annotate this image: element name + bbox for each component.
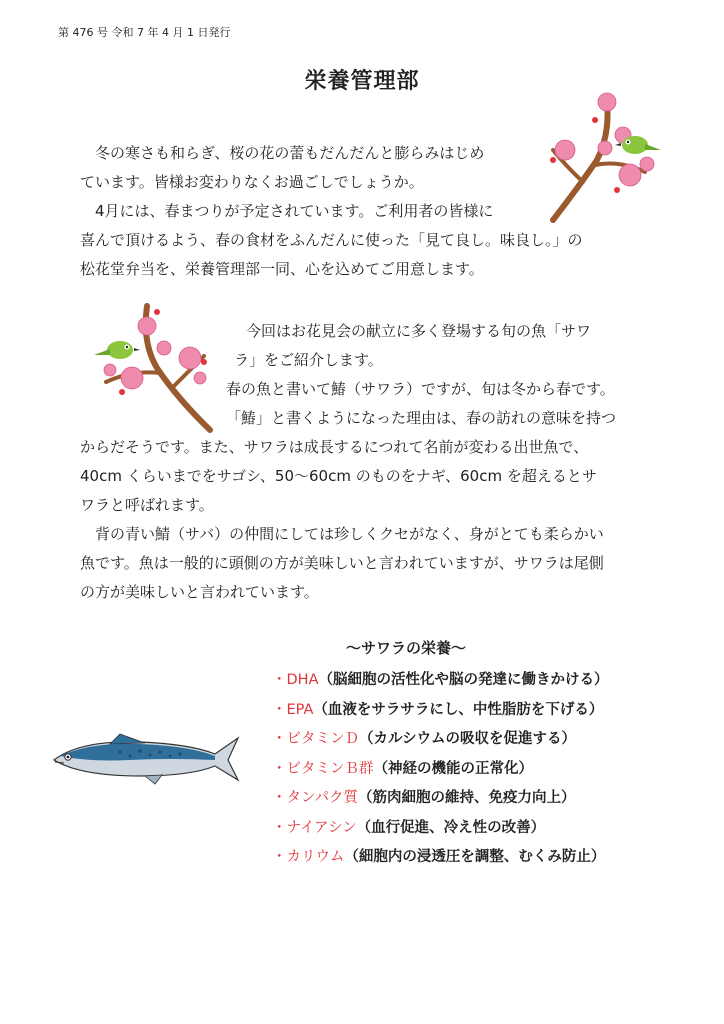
nutrition-item: ・タンパク質（筋肉細胞の維持、免疫力向上） bbox=[272, 790, 576, 806]
issue-header: 第 476 号 令和 7 年 4 月 1 日発行 bbox=[58, 26, 231, 39]
bird-icon bbox=[94, 341, 140, 359]
cherry-blossom-branch-illustration bbox=[535, 90, 665, 225]
body-line: 春の魚と書いて鰆（サワラ）ですが、旬は冬から春です。 bbox=[226, 380, 615, 398]
nutrition-item: ・EPA（血液をサラサラにし、中性脂肪を下げる） bbox=[272, 701, 604, 718]
intro-line: 4月には、春まつりが予定されています。ご利用者の皆様に bbox=[80, 202, 494, 220]
nutrient-description: （血行促進、冷え性の改善） bbox=[356, 819, 546, 836]
nutrition-item: ・ナイアシン（血行促進、冷え性の改善） bbox=[272, 819, 546, 836]
nutrient-name: タンパク質 bbox=[286, 790, 358, 806]
intro-line: 松花堂弁当を、栄養管理部一同、心を込めてご用意します。 bbox=[80, 260, 484, 278]
nutrition-title: ～サワラの栄養～ bbox=[346, 639, 467, 657]
nutrient-description: （血液をサラサラにし、中性脂肪を下げる） bbox=[313, 701, 604, 718]
nutrient-description: （神経の機能の正常化） bbox=[373, 760, 533, 777]
body-line: ワラと呼ばれます。 bbox=[80, 496, 214, 514]
body-line: ラ」をご紹介します。 bbox=[234, 351, 383, 369]
nutrient-name: ナイアシン bbox=[286, 819, 357, 836]
nutrient-name: ビタミンＤ bbox=[286, 731, 359, 747]
body-line: の方が美味しいと言われています。 bbox=[80, 583, 319, 601]
nutrition-list bbox=[272, 668, 609, 875]
intro-line: 喜んで頂けるよう、春の食材をふんだんに使った「見て良し。味良し。」の bbox=[80, 231, 583, 249]
body-line: 今回はお花見会の献立に多く登場する旬の魚「サワ bbox=[246, 322, 592, 340]
nutrient-description: （脳細胞の活性化や脳の発達に働きかける） bbox=[318, 672, 609, 688]
nutrition-item: ・カリウム（細胞内の浸透圧を調整、むくみ防止） bbox=[272, 849, 606, 865]
nutrition-item: ・ビタミンＢ群（神経の機能の正常化） bbox=[272, 760, 533, 777]
nutrient-name: DHA bbox=[286, 672, 319, 688]
nutrient-name: カリウム bbox=[286, 849, 345, 865]
nutrition-item: ・DHA（脳細胞の活性化や脳の発達に働きかける） bbox=[272, 672, 609, 688]
nutrient-name: EPA bbox=[286, 701, 314, 718]
body-line: 背の青い鯖（サバ）の仲間にしては珍しくクセがなく、身がとても柔らかい bbox=[80, 525, 604, 543]
cherry-blossom-branch-illustration bbox=[92, 298, 222, 433]
nutrient-description: （カルシウムの吸収を促進する） bbox=[359, 731, 576, 747]
nutrient-name: ビタミンＢ群 bbox=[286, 760, 374, 777]
nutrient-description: （細胞内の浸透圧を調整、むくみ防止） bbox=[344, 849, 606, 865]
body-line: 40cm くらいまでをサゴシ、50～60cm のものをナギ、60cm を超えるとサ bbox=[80, 467, 597, 485]
body-line: からだそうです。また、サワラは成長するにつれて名前が変わる出世魚で、 bbox=[80, 438, 589, 456]
body-line: 魚です。魚は一般的に頭側の方が美味しいと言われていますが、サワラは尾側 bbox=[80, 554, 604, 572]
page-title: 栄養管理部 bbox=[304, 69, 420, 94]
nutrition-item: ・ビタミンＤ（カルシウムの吸収を促進する） bbox=[272, 731, 576, 747]
body-line: 「鰆」と書くようになった理由は、春の訪れの意味を持つ bbox=[226, 409, 617, 427]
intro-line: ています。皆様お変わりなくお過ごしでしょうか。 bbox=[80, 173, 424, 191]
sawara-fish-illustration bbox=[50, 730, 242, 785]
intro-line: 冬の寒さも和らぎ、桜の花の蕾もだんだんと膨らみはじめ bbox=[80, 144, 485, 162]
nutrient-description: （筋肉細胞の維持、免疫力向上） bbox=[358, 790, 576, 806]
